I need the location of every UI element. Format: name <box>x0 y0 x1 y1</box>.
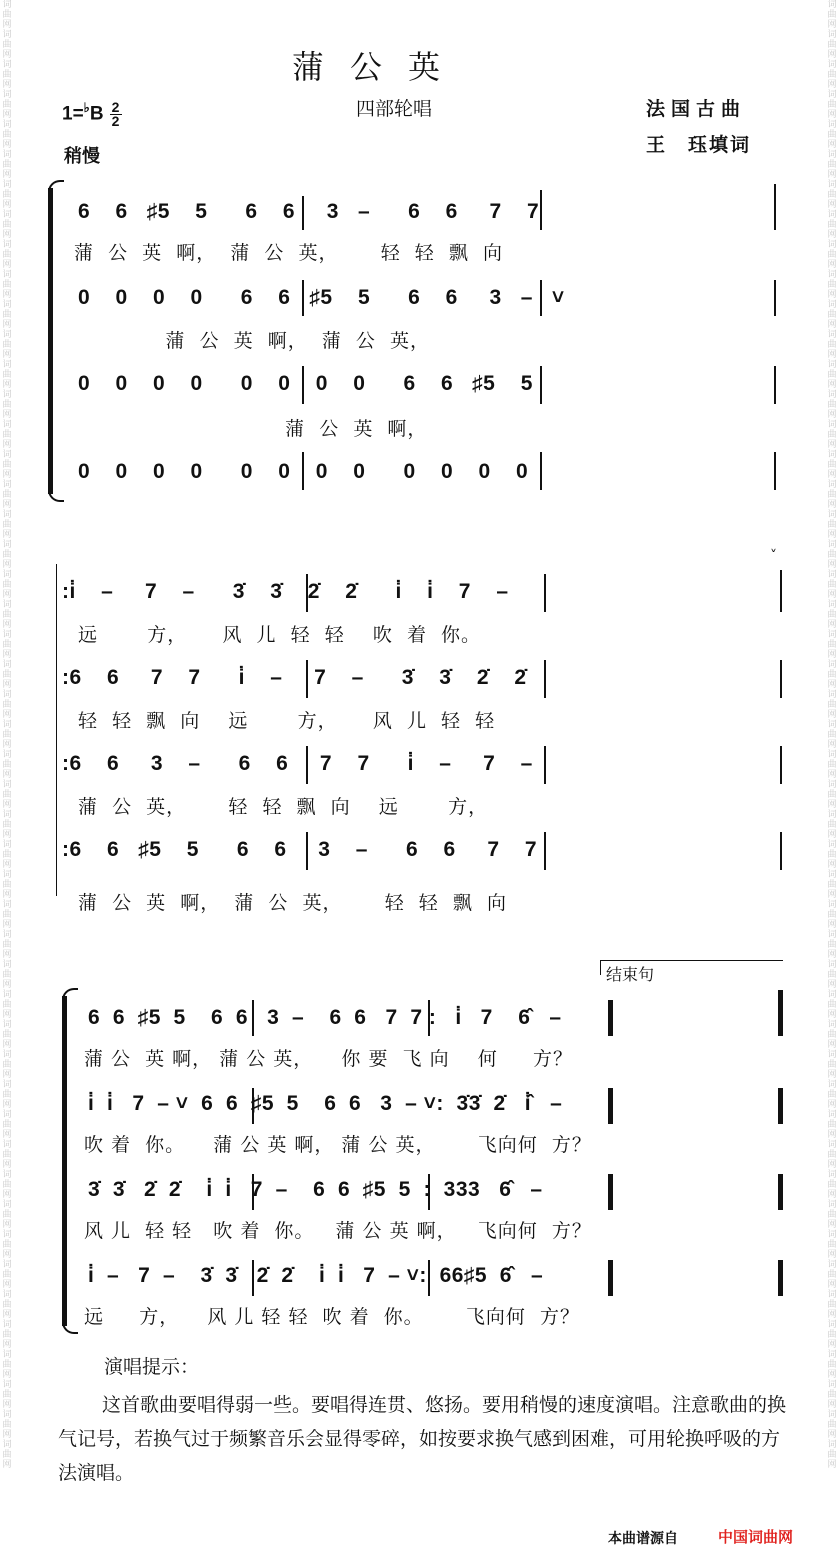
watermark-left: 词曲网词曲网词曲网词曲网词曲网词曲网词曲网词曲网词曲网词曲网词曲网词曲网词曲网词曲网词曲网词曲网词曲网词曲网词曲网词曲网词曲网词曲网词曲网词曲网词曲网词曲网词曲网词曲网词曲网词曲网词曲网词曲网词曲网词曲网词曲网词曲网词曲网词曲网词曲网词曲网词曲网词曲网词曲网词曲网词曲网词曲网词曲网词曲网词曲网 <box>2 0 12 1470</box>
system3-part2-lyrics: 吹 着 你。 蒲 公 英 啊， 蒲 公 英， 飞向何 方？ <box>84 1134 592 1156</box>
system1-bracket <box>48 188 53 494</box>
composer-origin: 法国古曲 <box>646 98 747 120</box>
system1-barline <box>774 184 776 230</box>
flat-sign: ♭ <box>83 100 90 115</box>
system3-part4-notes: i̇ – 7 – 3̇ 3̇ 2̇ 2̇ i̇ i̇ 7 – ˅: 66♯5 6̂ – <box>88 1264 544 1287</box>
system3-part3-notes: 3̇ 3̇ 2̇ 2̇ i̇ i̇ 7 – 6 6 ♯5 5 : 333 6̂ – <box>88 1178 543 1201</box>
system2-barline <box>780 570 782 612</box>
tempo-marking: 稍慢 <box>64 146 100 167</box>
system3-bracket <box>62 996 67 1326</box>
arrangement-subtitle: 四部轮唱 <box>356 98 433 120</box>
system3-repeat-barline <box>608 1260 613 1296</box>
system1-part1-notes: 6 6 ♯5 5 6 6 3 – 6 6 7 7 <box>78 200 540 223</box>
system3-final-barline <box>778 990 783 1036</box>
system3-final-barline <box>778 1260 783 1296</box>
system1-barline <box>540 452 542 490</box>
singing-tips-heading: 演唱提示： <box>104 1356 200 1378</box>
system1-part4-notes: 0 0 0 0 0 0 0 0 0 0 0 0 <box>78 460 529 483</box>
system3-part1-notes: 6 6 ♯5 5 6 6 3 – 6 6 7 7 : i̇ 7 6̂ – <box>88 1006 562 1029</box>
source-label: 本曲谱源自 <box>608 1531 678 1547</box>
system2-part1-notes: :i̇ – 7 – 3̇ 3̇ 2̇ 2̇ i̇ i̇ 7 – <box>62 580 509 603</box>
system3-repeat-barline <box>608 1088 613 1124</box>
system2-part4-notes: :6 6 ♯5 5 6 6 3 – 6 6 7 7 <box>62 838 538 861</box>
system1-part1-lyrics: 蒲 公 英 啊， 蒲 公 英， 轻 轻 飘 向 <box>74 242 503 264</box>
system2-barline <box>544 660 546 698</box>
system2-barline <box>780 746 782 784</box>
system2-part2-lyrics: 轻 轻 飘 向 远 方， 风 儿 轻 轻 <box>78 710 496 732</box>
meter-bottom: 2 <box>111 112 120 129</box>
lyricist-credit: 王 珏填词 <box>646 134 752 156</box>
system3-part2-notes: i̇ i̇ 7 – ˅ 6 6 ♯5 5 6 6 3 – ˅: 3̇3̇ 2̇ i̇̂ – <box>88 1092 563 1115</box>
system2-barline <box>544 746 546 784</box>
key-note: B <box>89 103 104 125</box>
key-signature <box>62 100 122 128</box>
time-signature <box>110 98 122 129</box>
system3-repeat-barline <box>608 1000 613 1036</box>
system3-part3-lyrics: 风 儿 轻 轻 吹 着 你。 蒲 公 英 啊， 飞向何 方？ <box>84 1220 592 1242</box>
system1-part2-notes: 0 0 0 0 6 6 ♯5 5 6 6 3 – ˅ <box>78 286 565 309</box>
watermark-right: 词曲网词曲网词曲网词曲网词曲网词曲网词曲网词曲网词曲网词曲网词曲网词曲网词曲网词曲网词曲网词曲网词曲网词曲网词曲网词曲网词曲网词曲网词曲网词曲网词曲网词曲网词曲网词曲网词曲网词曲网词曲网词曲网词曲网词曲网词曲网词曲网词曲网词曲网词曲网词曲网词曲网词曲网词曲网词曲网词曲网词曲网词曲网词曲网词曲网 <box>827 0 837 1470</box>
system1-barline <box>774 452 776 490</box>
ending-label: 结束句 <box>606 965 655 984</box>
singing-tips-body: 这首歌曲要唱得弱一些。要唱得连贯、悠扬。要用稍慢的速度演唱。注意歌曲的换气记号，若换气过于频繁音乐会显得零碎，如按要求换气感到困难，可用轮换呼吸的方法演唱。 <box>58 1394 787 1484</box>
system2-bracket <box>56 564 57 896</box>
system2-part4-lyrics: 蒲 公 英 啊， 蒲 公 英， 轻 轻 飘 向 <box>78 892 507 914</box>
system3-part4-lyrics: 远 方， 风 儿 轻 轻 吹 着 你。 飞向何 方？ <box>84 1306 580 1328</box>
system2-barline <box>780 832 782 870</box>
system1-part3-lyrics: 蒲 公 英 啊， <box>74 418 428 440</box>
system3-final-barline <box>778 1174 783 1210</box>
key-prefix: 1= <box>62 103 84 125</box>
breath-mark: ˅ <box>770 548 777 564</box>
system3-repeat-barline <box>608 1174 613 1210</box>
system2-barline <box>544 832 546 870</box>
system2-barline <box>780 660 782 698</box>
system2-part3-notes: :6 6 3 – 6 6 7 7 i̇ – 7 – <box>62 752 533 775</box>
system1-part3-notes: 0 0 0 0 0 0 0 0 6 6 ♯5 5 <box>78 372 533 395</box>
system2-part3-lyrics: 蒲 公 英， 轻 轻 飘 向 远 方， <box>78 796 489 818</box>
meter-top: 2 <box>111 98 120 115</box>
source-site-link[interactable]: 中国词曲网 <box>718 1528 794 1546</box>
system2-barline <box>544 574 546 612</box>
system1-barline <box>540 190 542 230</box>
system3-part1-lyrics: 蒲 公 英 啊， 蒲 公 英， 你 要 飞 向 何 方？ <box>84 1048 573 1070</box>
system1-part2-lyrics: 蒲 公 英 啊， 蒲 公 英， <box>74 330 430 352</box>
system1-barline <box>540 366 542 404</box>
song-title: 蒲公英 <box>292 48 467 86</box>
system1-barline <box>774 280 776 316</box>
system2-part2-notes: :6 6 7 7 i̇ – 7 – 3̇ 3̇ 2̇ 2̇ <box>62 666 527 689</box>
system3-final-barline <box>778 1088 783 1124</box>
system2-part1-lyrics: 远 方， 风 儿 轻 轻 吹 着 你。 <box>78 624 482 646</box>
system1-barline <box>774 366 776 404</box>
